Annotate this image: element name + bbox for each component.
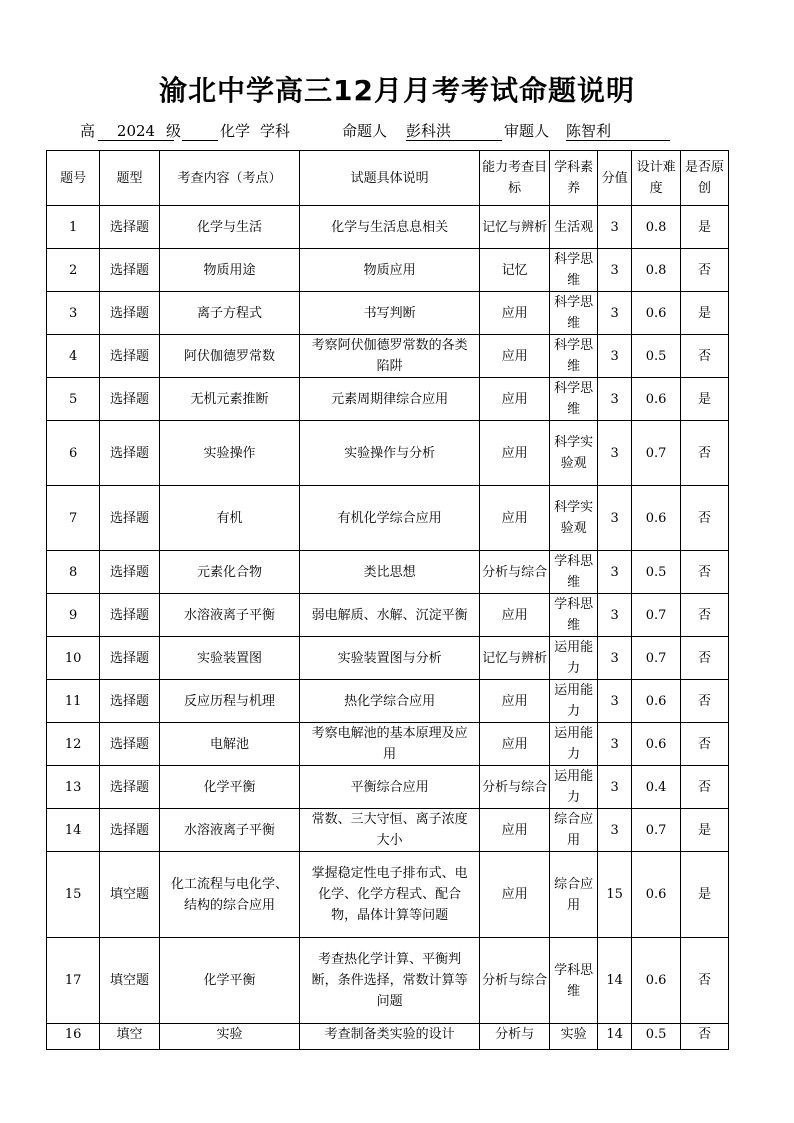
table-cell: 阿伏伽德罗常数 [159,335,299,378]
table-row [47,421,729,486]
table-cell: 应用 [480,723,550,766]
header-cell: 是否原创 [681,151,729,206]
table-cell: 0.5 [632,1024,681,1050]
table-cell: 离子方程式 [159,292,299,335]
table-cell: 填空题 [100,852,160,938]
table-row [47,486,729,551]
table-row [47,249,729,292]
table-cell: 11 [47,680,100,723]
grade-year: 2024 [98,120,174,141]
table-cell: 元素化合物 [159,551,299,594]
table-cell: 科学实验观 [550,486,598,551]
table-cell: 4 [47,335,100,378]
table-cell: 科学思维 [550,335,598,378]
table-cell: 选择题 [100,378,160,421]
table-cell: 考查热化学计算、平衡判断，条件选择，常数计算等问题 [300,938,480,1024]
table-cell: 选择题 [100,766,160,809]
table-cell: 考察阿伏伽德罗常数的各类陷阱 [300,335,480,378]
table-cell: 否 [681,766,729,809]
exam-info-line [80,120,680,144]
table-cell: 考察电解池的基本原理及应用 [300,723,480,766]
table-cell: 0.6 [632,723,681,766]
table-cell: 7 [47,486,100,551]
table-cell: 应用 [480,378,550,421]
table-cell: 是 [681,206,729,249]
table-cell: 应用 [480,486,550,551]
table-cell: 3 [598,680,632,723]
table-cell: 掌握稳定性电子排布式、电化学、化学方程式、配合物，晶体计算等问题 [300,852,480,938]
table-cell: 运用能力 [550,637,598,680]
table-cell: 生活观 [550,206,598,249]
table-cell: 运用能力 [550,766,598,809]
table-cell: 3 [598,809,632,852]
table-cell: 0.7 [632,809,681,852]
table-cell: 实验操作与分析 [300,421,480,486]
table-cell: 化学平衡 [159,938,299,1024]
table-cell: 记忆与辨析 [480,206,550,249]
exam-spec-table [46,150,729,1050]
header-cell: 设计难度 [632,151,681,206]
table-cell: 3 [598,249,632,292]
table-cell: 3 [598,378,632,421]
table-cell: 平衡综合应用 [300,766,480,809]
table-row [47,723,729,766]
table-cell: 是 [681,852,729,938]
table-cell: 3 [598,723,632,766]
table-cell: 选择题 [100,206,160,249]
table-cell: 学科思维 [550,594,598,637]
table-cell: 3 [598,594,632,637]
table-cell: 物质应用 [300,249,480,292]
table-cell: 分析与 [480,1024,550,1050]
table-cell: 实验装置图 [159,637,299,680]
table-cell: 选择题 [100,292,160,335]
table-cell: 选择题 [100,809,160,852]
table-cell: 化学平衡 [159,766,299,809]
table-cell: 学科思维 [550,551,598,594]
table-cell: 0.5 [632,335,681,378]
table-cell: 16 [47,1024,100,1050]
table-row [47,378,729,421]
table-cell: 是 [681,378,729,421]
table-cell: 选择题 [100,249,160,292]
header-cell: 考查内容（考点） [159,151,299,206]
table-cell: 应用 [480,852,550,938]
table-cell: 3 [598,766,632,809]
reviewer-label: 审题人 [504,122,550,140]
table-cell: 热化学综合应用 [300,680,480,723]
table-cell: 0.6 [632,852,681,938]
table-cell: 应用 [480,335,550,378]
table-cell: 化学与生活 [159,206,299,249]
header-cell: 分值 [598,151,632,206]
table-cell: 选择题 [100,551,160,594]
table-cell: 是 [681,292,729,335]
table-cell: 类比思想 [300,551,480,594]
table-cell: 10 [47,637,100,680]
table-cell: 元素周期律综合应用 [300,378,480,421]
table-cell: 无机元素推断 [159,378,299,421]
table-row [47,335,729,378]
table-cell: 否 [681,551,729,594]
table-cell: 考查制备类实验的设计 [300,1024,480,1050]
table-cell: 3 [598,637,632,680]
table-cell: 运用能力 [550,723,598,766]
table-cell: 水溶液离子平衡 [159,594,299,637]
table-cell: 否 [681,594,729,637]
table-cell: 6 [47,421,100,486]
header-cell: 学科素养 [550,151,598,206]
table-cell: 电解池 [159,723,299,766]
table-cell: 应用 [480,594,550,637]
header-cell: 试题具体说明 [300,151,480,206]
table-cell: 0.7 [632,594,681,637]
table-cell: 应用 [480,292,550,335]
table-cell: 14 [598,938,632,1024]
table-cell: 分析与综合 [480,938,550,1024]
table-cell: 1 [47,206,100,249]
table-cell: 0.4 [632,766,681,809]
table-cell: 否 [681,335,729,378]
table-row [47,551,729,594]
table-cell: 0.8 [632,206,681,249]
table-cell: 分析与综合 [480,551,550,594]
table-cell: 实验操作 [159,421,299,486]
table-row [47,1024,729,1050]
table-row [47,938,729,1024]
table-row [47,766,729,809]
table-cell: 常数、三大守恒、离子浓度大小 [300,809,480,852]
header-cell: 题号 [47,151,100,206]
table-cell: 科学实验观 [550,421,598,486]
table-cell: 选择题 [100,637,160,680]
table-cell: 应用 [480,680,550,723]
table-cell: 反应历程与机理 [159,680,299,723]
table-cell: 0.5 [632,551,681,594]
author-label: 命题人 [342,122,388,140]
table-cell: 选择题 [100,335,160,378]
table-cell: 是 [681,809,729,852]
subject-name: 化学 [220,122,251,140]
table-cell: 化学与生活息息相关 [300,206,480,249]
header-cell: 能力考查目标 [480,151,550,206]
table-cell: 有机化学综合应用 [300,486,480,551]
table-cell: 选择题 [100,680,160,723]
grade-prefix: 高 [80,122,96,140]
table-cell: 学科思维 [550,938,598,1024]
table-cell: 14 [598,1024,632,1050]
table-cell: 0.6 [632,378,681,421]
table-cell: 化工流程与电化学、结构的综合应用 [159,852,299,938]
table-cell: 0.6 [632,486,681,551]
table-cell: 3 [598,486,632,551]
table-cell: 科学思维 [550,292,598,335]
table-cell: 5 [47,378,100,421]
table-cell: 0.8 [632,249,681,292]
table-cell: 0.7 [632,421,681,486]
table-cell: 0.6 [632,292,681,335]
table-cell: 选择题 [100,486,160,551]
table-cell: 8 [47,551,100,594]
table-cell: 13 [47,766,100,809]
table-cell: 运用能力 [550,680,598,723]
subject-suffix: 学科 [260,122,291,140]
table-cell: 0.7 [632,637,681,680]
table-cell: 书写判断 [300,292,480,335]
table-row [47,292,729,335]
table-cell: 2 [47,249,100,292]
table-cell: 实验 [550,1024,598,1050]
table-row [47,206,729,249]
table-cell: 科学思维 [550,249,598,292]
table-cell: 实验 [159,1024,299,1050]
table-cell: 水溶液离子平衡 [159,809,299,852]
table-cell: 综合应用 [550,809,598,852]
header-cell: 题型 [100,151,160,206]
table-cell: 选择题 [100,594,160,637]
table-cell: 科学思维 [550,378,598,421]
table-cell: 0.6 [632,938,681,1024]
table-cell: 否 [681,486,729,551]
table-cell: 14 [47,809,100,852]
table-cell: 17 [47,938,100,1024]
table-cell: 3 [47,292,100,335]
table-row [47,852,729,938]
table-cell: 应用 [480,809,550,852]
table-cell: 记忆与辨析 [480,637,550,680]
table-cell: 否 [681,637,729,680]
table-cell: 实验装置图与分析 [300,637,480,680]
table-row [47,594,729,637]
grade-suffix: 级 [166,122,182,140]
table-cell: 选择题 [100,421,160,486]
table-cell: 3 [598,551,632,594]
table-cell: 有机 [159,486,299,551]
table-row [47,809,729,852]
table-cell: 应用 [480,421,550,486]
reviewer-name: 陈智利 [566,120,670,141]
table-cell: 9 [47,594,100,637]
table-cell: 0.6 [632,680,681,723]
table-cell: 选择题 [100,723,160,766]
table-cell: 物质用途 [159,249,299,292]
table-cell: 否 [681,249,729,292]
table-cell: 3 [598,206,632,249]
table-cell: 12 [47,723,100,766]
table-cell: 否 [681,680,729,723]
table-cell: 分析与综合 [480,766,550,809]
table-cell: 3 [598,421,632,486]
table-cell: 记忆 [480,249,550,292]
table-cell: 15 [47,852,100,938]
table-cell: 综合应用 [550,852,598,938]
table-cell: 否 [681,938,729,1024]
table-cell: 否 [681,421,729,486]
table-cell: 否 [681,1024,729,1050]
document-title: 渝北中学高三12月月考考试命题说明 [159,74,635,107]
table-row [47,637,729,680]
table-row [47,680,729,723]
subject-blank [182,120,218,141]
table-cell: 3 [598,292,632,335]
header-row [47,151,729,206]
table-cell: 15 [598,852,632,938]
table-cell: 弱电解质、水解、沉淀平衡 [300,594,480,637]
table-cell: 3 [598,335,632,378]
author-name: 彭科洪 [406,120,502,141]
table-cell: 填空题 [100,938,160,1024]
table-cell: 否 [681,723,729,766]
table-cell: 填空 [100,1024,160,1050]
